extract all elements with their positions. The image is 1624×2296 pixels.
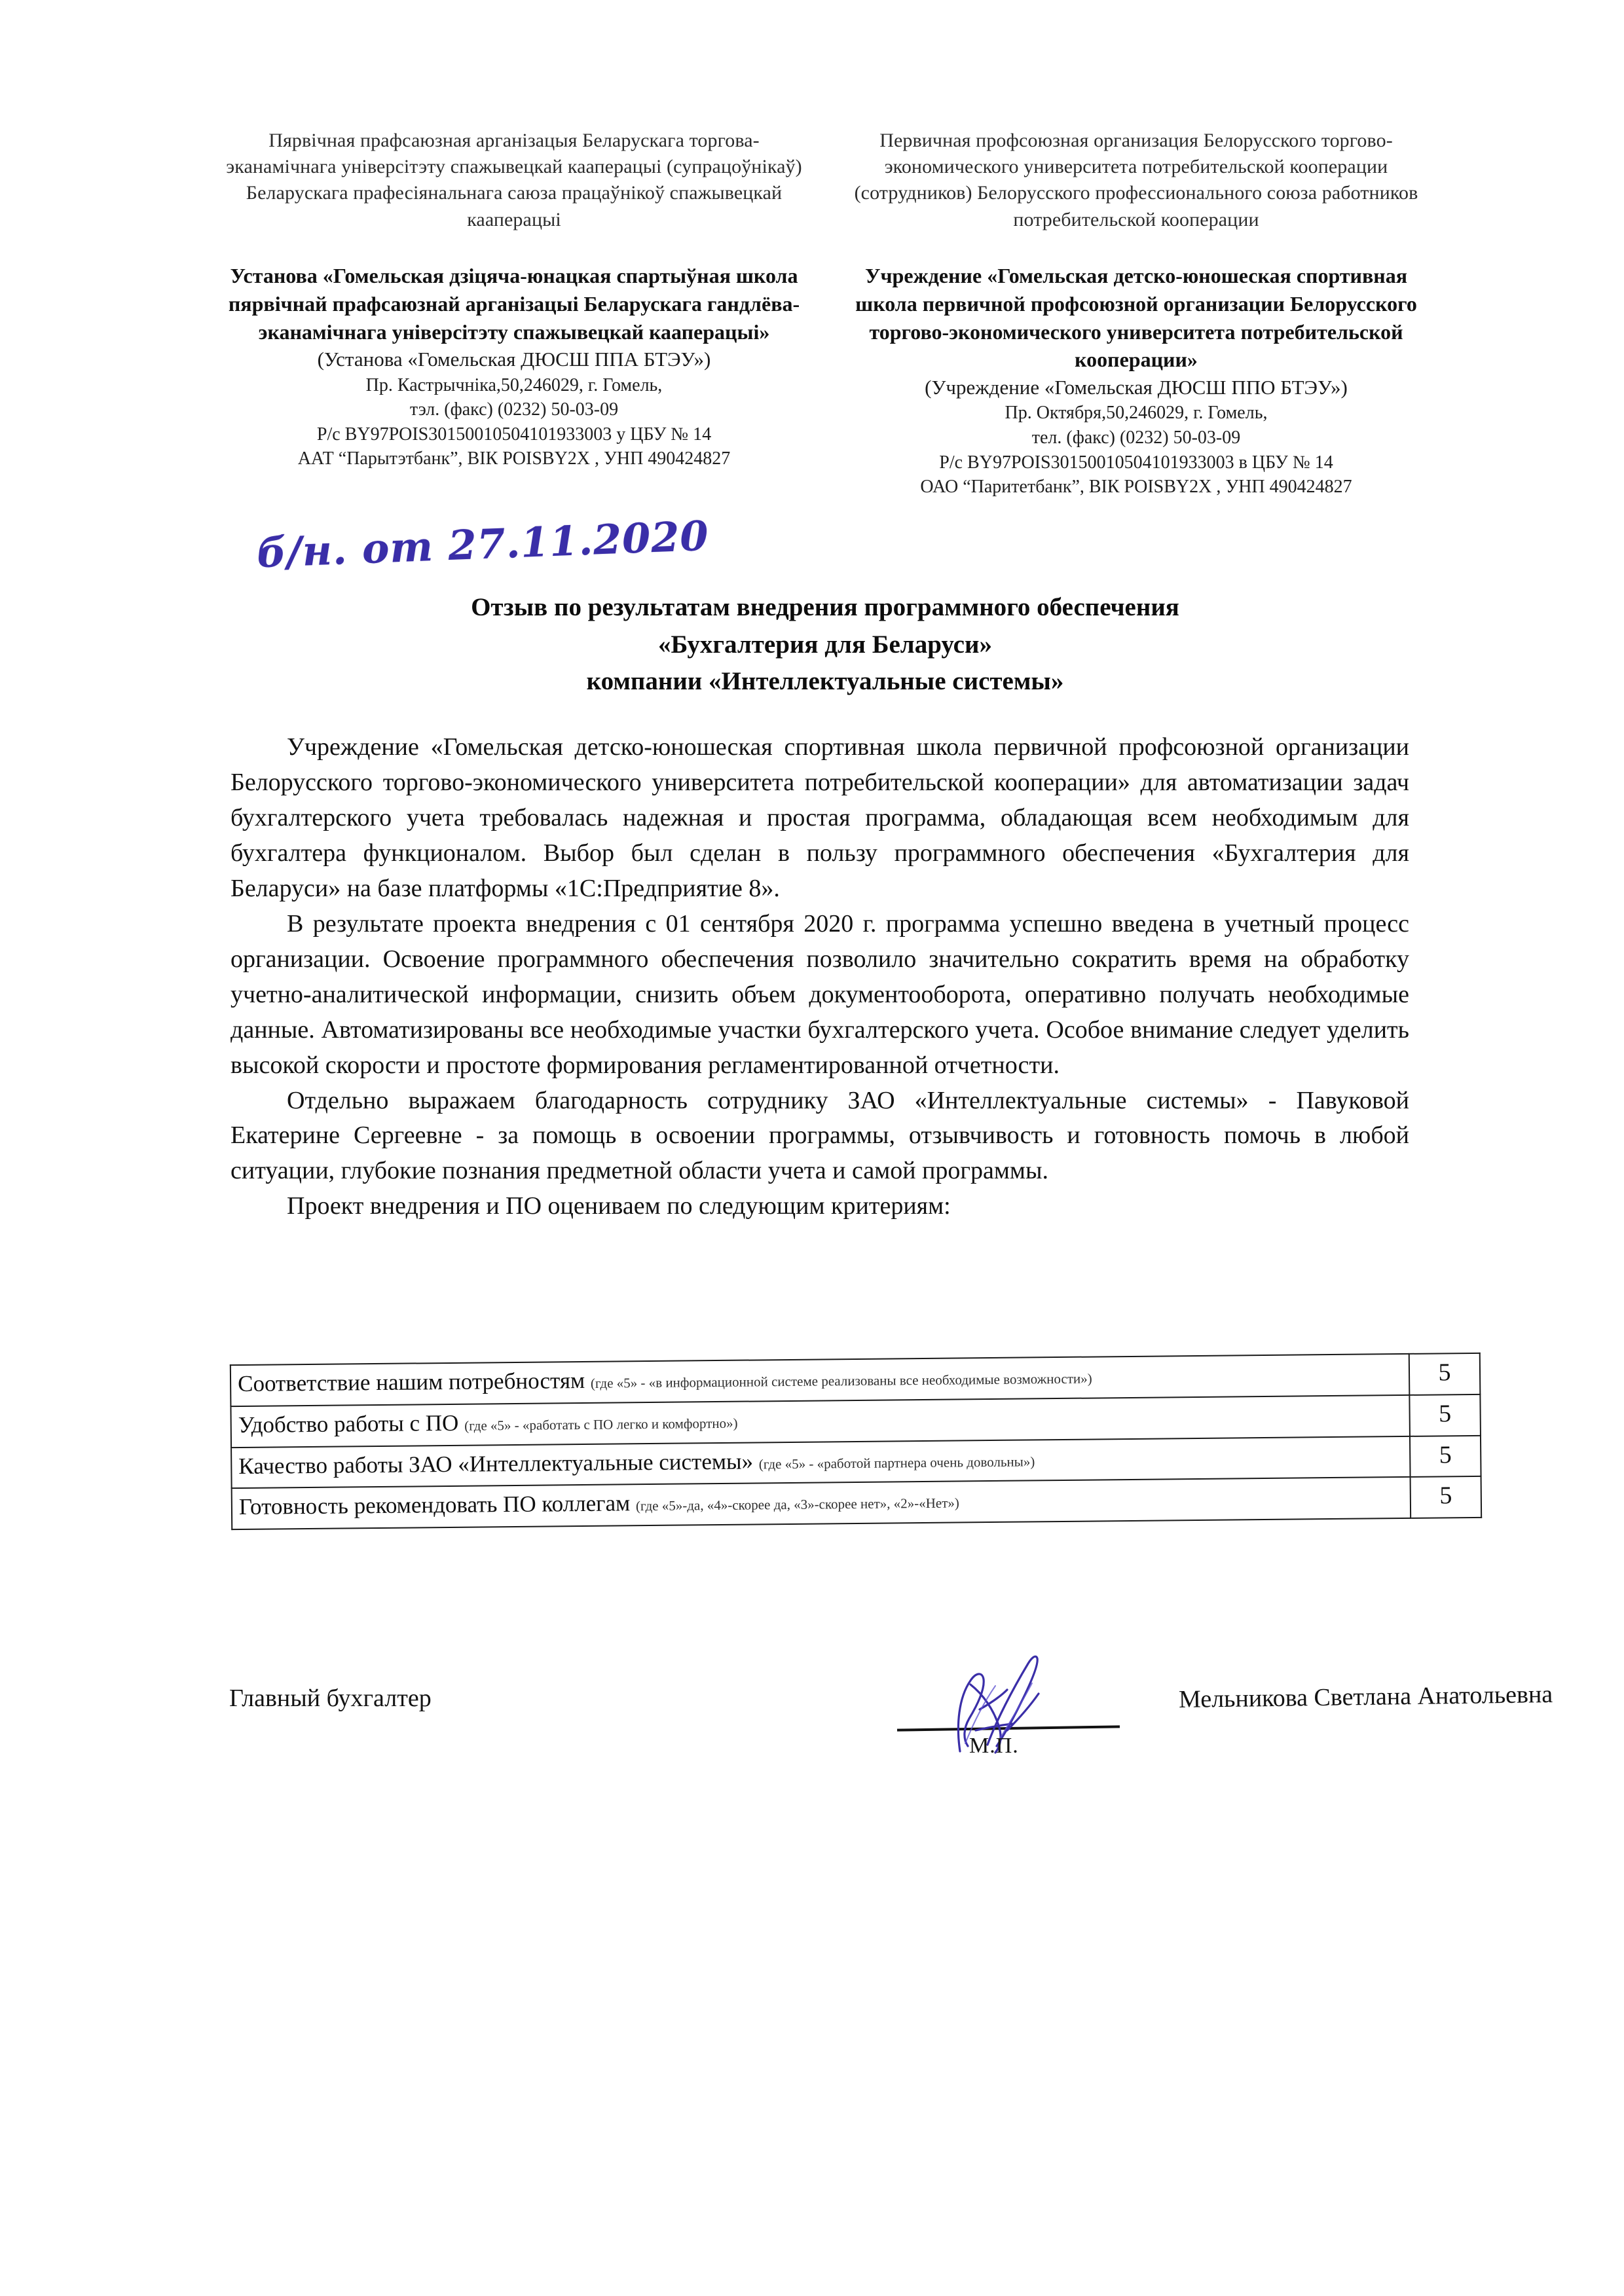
letterhead — [223, 128, 1428, 500]
body-paragraph-2: В результате проекта внедрения с 01 сентября 2020 г. программа успешно введена в учетный процесс организации. Освоение программного обеспечения позволило значительно сократить время на обработку учетно-аналитической информации, снизить объем документооборота, оперативно получать необходимые данные. Автоматизированы все необходимые участки бухгалтерского учета. Особое внимание следует уделить высокой скорости и простоте формирования регламентированной отчетности. — [231, 909, 1409, 1079]
signature-line — [897, 1725, 1120, 1731]
union-organization-line-ru: Первичная профсоюзная организация Белорусского торгово-экономического университета потребительской кооперации (сотрудников) Белорусского профессионального союза работников потребительской кооперации — [854, 130, 1418, 230]
criteria-note-text: (где «5» - «в информационной системе реализованы все необходимые возможности») — [590, 1370, 1092, 1391]
organization-address-ru: Пр. Октября,50,246029, г. Гомель, — [1005, 403, 1268, 424]
organization-phone-be: тэл. (факс) (0232) 50-03-09 — [409, 399, 619, 420]
organization-phone-ru: тел. (факс) (0232) 50-03-09 — [1031, 427, 1241, 448]
letterhead-column-russian — [845, 128, 1428, 500]
criteria-score-cell: 5 — [1411, 1476, 1482, 1518]
organization-short-name-ru: (Учреждение «Гомельская ДЮСШ ППО БТЭУ») — [925, 376, 1348, 399]
document-title-line-1: Отзыв по результатам внедрения программного обеспечения — [471, 593, 1179, 621]
body-paragraph-3: Отдельно выражаем благодарность сотруднику ЗАО «Интеллектуальные системы» - Павуковой Екатерине Сергеевне - за помощь в освоении программы, отзывчивость и готовность помочь в любой ситуации, глубокие познания предметной области учета и самой программы. — [231, 1086, 1409, 1185]
criteria-label-text: Удобство работы с ПО — [238, 1410, 459, 1438]
organization-name-ru: Учреждение «Гомельская детско-юношеская спортивная школа первичной профсоюзной организации Белорусского торгово-экономического университета потребительской кооперации» — [855, 263, 1417, 372]
document-body — [231, 730, 1409, 1224]
criteria-note-text: (где «5» - «работой партнера очень довольны») — [758, 1453, 1035, 1472]
organization-name-be: Установа «Гомельская дзіцяча-юнацкая спартыўная школа пярвічнай прафсаюзнай арганізацыі Беларускага гандлёва-эканамічнага універсітэту спажывецкай кааперацыі» — [228, 263, 800, 344]
criteria-label-text: Готовность рекомендовать ПО коллегам — [238, 1490, 631, 1520]
criteria-score-cell: 5 — [1410, 1435, 1481, 1477]
union-organization-line-be: Пярвічная прафсаюзная арганізацыя Беларускага торгова-эканамічнага універсітэту спажывецкай кааперацыі (супрацоўнікаў) Беларускага прафесіянальнага саюза працаўнікоў спажывецкай кааперацыі — [226, 130, 802, 230]
organization-short-name-be: (Установа «Гомельская ДЮСШ ППА БТЭУ») — [317, 348, 711, 371]
signature-block — [223, 1650, 1553, 1781]
criteria-score-cell: 5 — [1409, 1353, 1481, 1395]
organization-bank-be: ААТ “Парытэтбанк”, ВIК POISBY2X , УНП 490424827 — [297, 448, 731, 469]
handwritten-registration-note: б/н. от 27.11.2020 — [255, 511, 710, 577]
body-paragraph-1: Учреждение «Гомельская детско-юношеская спортивная школа первичной профсоюзной организации Белорусского торгово-экономического университета потребительской кооперации» для автоматизации задач бухгалтерского учета требовалась надежная и простая программа, обладающая всем необходимым для бухгалтера функционалом. Выбор был сделан в пользу программного обеспечения «Бухгалтерия для Беларуси» на базе платформы «1С:Предприятие 8». — [231, 733, 1409, 902]
signatory-name: Мельникова Светлана Анатольевна — [1178, 1681, 1553, 1713]
body-paragraph-4: Проект внедрения и ПО оцениваем по следующим критериям: — [287, 1192, 951, 1220]
organization-account-ru: Р/с BY97POIS30150010504101933003 в ЦБУ № 14 — [939, 452, 1333, 473]
organization-address-be: Пр. Кастрычніка,50,246029, г. Гомель, — [365, 374, 663, 395]
letterhead-column-belarusian — [223, 128, 805, 500]
document-title-line-2: «Бухгалтерия для Беларуси» — [658, 630, 992, 659]
signatory-role: Главный бухгалтер — [229, 1685, 432, 1712]
document-title-line-3: компании «Интеллектуальные системы» — [586, 667, 1064, 696]
stamp-place-label: М.П. — [969, 1734, 1019, 1758]
criteria-label-text: Качество работы ЗАО «Интеллектуальные системы» — [238, 1448, 754, 1479]
criteria-note-text: (где «5» - «работать с ПО легко и комфортно») — [464, 1415, 738, 1434]
organization-account-be: Р/с BY97POIS30150010504101933003 у ЦБУ № 14 — [316, 424, 712, 445]
criteria-label-text: Соответствие нашим потребностям — [237, 1367, 585, 1397]
organization-bank-ru: ОАО “Паритетбанк”, ВIК POISBY2X , УНП 490424827 — [920, 477, 1352, 498]
document-title — [223, 589, 1428, 701]
criteria-note-text: (где «5»-да, «4»-скорее да, «3»-скорее нет», «2»-«Нет») — [635, 1495, 959, 1514]
criteria-table-wrapper — [230, 1353, 1482, 1531]
criteria-table — [230, 1353, 1482, 1531]
criteria-score-cell: 5 — [1409, 1394, 1481, 1436]
